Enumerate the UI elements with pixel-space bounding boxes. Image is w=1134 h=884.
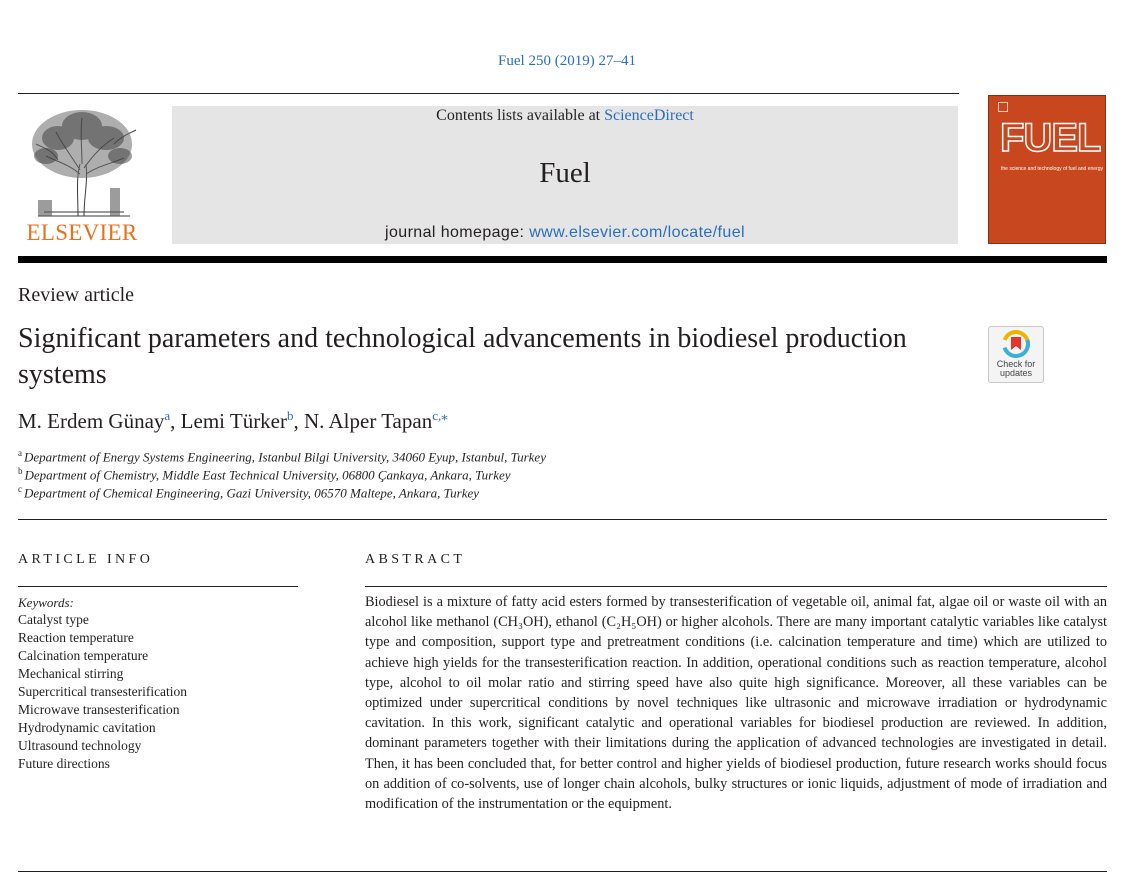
affiliation-text: Department of Chemical Engineering, Gazi University, 06570 Maltepe, Ankara, Turkey <box>24 485 480 501</box>
affiliation-text: Department of Energy Systems Engineering, Istanbul Bilgi University, 34060 Eyup, Istanbul, Turkey <box>24 449 546 465</box>
cover-title: FUEL <box>1000 116 1101 160</box>
homepage-prefix: journal homepage: <box>385 224 530 241</box>
keyword-item: Microwave transesterification <box>18 702 180 717</box>
journal-name: Fuel <box>539 157 591 189</box>
abstract-text: Biodiesel is a mixture of fatty acid esters formed by transesterification of vegetable oil, animal fat, algae oil or waste oil with an alcohol like methanol (CH₃OH), ethanol (C₂H₅OH) or higher alcohols. There are many important catalytic variables like catalyst type and composition, support type and pretreatment conditions (i.e. calcination temperature and time) which are utilized to achieve high yields for the transesterification reaction. In addition, operational conditions such as reaction temperature, alcohol type, alcohol to oil molar ratio and stirring speed have also quite high significance. Moreover, all these variables can be optimized under supercritical conditions by novel techniques like ultrasonic and microwave irradiation or hydrodynamic cavitation. In this work, significant catalytic and operational variables for biodiesel production are reviewed. In addition, dominant parameters together with their limitations during the application of advanced technologies are investigated in detail. Then, it has been concluded that, for better control and higher yields of biodiesel production, future research works should focus on addition of co-solvents, use of longer chain alcohols, bulky structures or ionic liquids, adjustment of mode of irradiation and modification of the instrumentation or the equipment. <box>365 594 1107 813</box>
author-name: Lemi Türker <box>180 409 287 433</box>
affiliation-marker: a <box>18 448 22 458</box>
author-affil-link[interactable]: a <box>164 408 171 423</box>
crossmark-line1: Check for <box>996 359 1036 369</box>
cover-subtitle: the science and technology of fuel and energy <box>1001 166 1104 172</box>
contents-prefix: Contents lists available at <box>436 107 605 124</box>
article-info-heading: ARTICLE INFO <box>18 552 154 567</box>
author-list: M. Erdem Günay$^a$, Lemi Türker$^b$, N. Alper Tapan$^{c,⁎}$ <box>18 408 448 433</box>
abstract-heading: ABSTRACT <box>365 552 466 567</box>
affiliation-marker: c <box>18 484 22 494</box>
journal-citation[interactable]: Fuel 250 (2019) 27–41 <box>498 53 636 69</box>
contents-line <box>172 107 958 125</box>
affiliation-text: Department of Chemistry, Middle East Technical University, 06800 Çankaya, Ankara, Turkey <box>24 467 511 483</box>
article-info-rule <box>18 586 298 587</box>
article-type: Review article <box>18 284 135 306</box>
homepage-link[interactable]: www.elsevier.com/locate/fuel <box>529 224 745 241</box>
affiliation <box>18 448 546 465</box>
check-for-updates-button[interactable] <box>988 326 1044 383</box>
keyword-item: Catalyst type <box>18 612 89 627</box>
keyword-item: Hydrodynamic cavitation <box>18 720 156 735</box>
crossmark-icon <box>1002 330 1030 358</box>
author-affil-link[interactable]: c,⁎ <box>432 408 448 423</box>
keyword-item: Calcination temperature <box>18 648 149 663</box>
author-affil-link[interactable]: b <box>287 408 294 423</box>
affiliation <box>18 484 479 501</box>
author-name: M. Erdem Günay <box>18 409 165 433</box>
keyword-item: Supercritical transesterification <box>18 684 188 699</box>
article-title: Significant parameters and technological advancements in biodiesel production systems <box>18 323 907 390</box>
keyword-item: Reaction temperature <box>18 630 134 645</box>
footer-rule <box>18 871 1107 872</box>
keyword-item: Ultrasound technology <box>18 738 142 753</box>
header-thick-rule <box>18 256 1107 263</box>
keyword-item: Mechanical stirring <box>18 666 124 681</box>
affiliation-marker: b <box>18 466 23 476</box>
cover-logo-mark <box>998 102 1008 112</box>
keywords-label: Keywords: <box>18 595 74 610</box>
author-name: N. Alper Tapan <box>304 409 433 433</box>
abstract-rule <box>365 586 1107 587</box>
affiliation <box>18 466 511 483</box>
header-rule <box>18 93 959 94</box>
sciencedirect-link[interactable]: ScienceDirect <box>604 107 694 124</box>
keyword-item: Future directions <box>18 756 110 771</box>
elsevier-wordmark: ELSEVIER <box>26 220 138 245</box>
homepage-line <box>172 224 958 242</box>
section-rule <box>18 519 1107 520</box>
journal-cover-image[interactable] <box>988 95 1106 244</box>
check-for-updates-label <box>989 360 1043 378</box>
crossmark-line2: updates <box>999 368 1033 378</box>
